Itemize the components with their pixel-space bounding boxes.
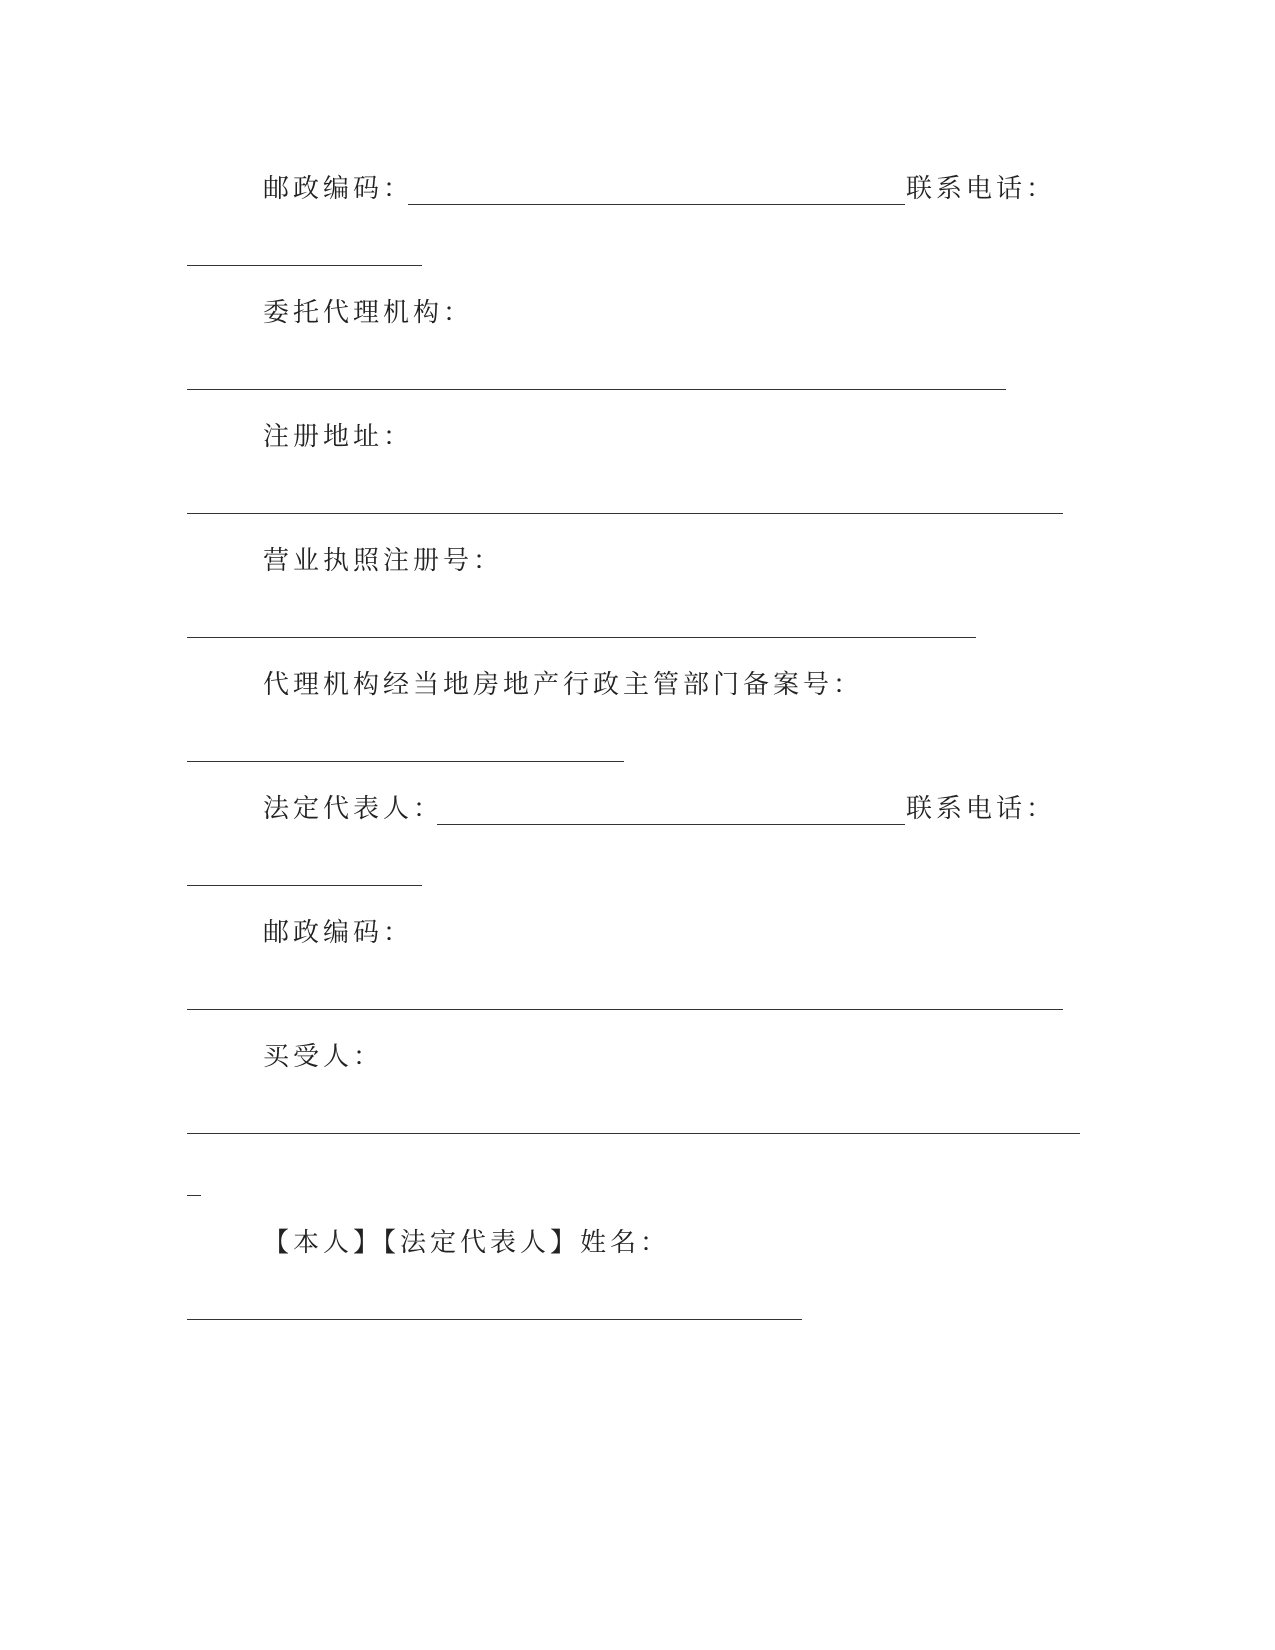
agency-postal-code-field[interactable] — [187, 1009, 1063, 1010]
buyer-label: 买受人： — [263, 1042, 384, 1072]
postal-code-field[interactable] — [408, 204, 905, 205]
business-license-field[interactable] — [187, 637, 976, 638]
agency-postal-code-label: 邮政编码： — [263, 918, 414, 948]
buyer-name-label: 【本人】【法定代表人】姓名： — [263, 1228, 671, 1258]
agency-field[interactable] — [187, 389, 1006, 390]
registered-address-label: 注册地址： — [263, 422, 414, 452]
agency-label: 委托代理机构： — [263, 298, 474, 328]
registered-address-field[interactable] — [187, 513, 1063, 514]
buyer-field-overflow — [187, 1195, 201, 1196]
buyer-field[interactable] — [187, 1133, 1080, 1134]
phone-field[interactable] — [187, 265, 422, 266]
legal-rep-phone-field[interactable] — [187, 885, 422, 886]
legal-rep-field[interactable] — [437, 824, 905, 825]
legal-rep-phone-label: 联系电话： — [906, 794, 1057, 824]
business-license-label: 营业执照注册号： — [263, 546, 504, 576]
buyer-name-field[interactable] — [187, 1319, 802, 1320]
phone-label: 联系电话： — [906, 174, 1057, 204]
filing-number-label: 代理机构经当地房地产行政主管部门备案号： — [263, 670, 864, 700]
postal-code-label: 邮政编码： — [263, 174, 414, 204]
filing-number-field[interactable] — [187, 761, 624, 762]
legal-rep-label: 法定代表人： — [263, 794, 444, 824]
